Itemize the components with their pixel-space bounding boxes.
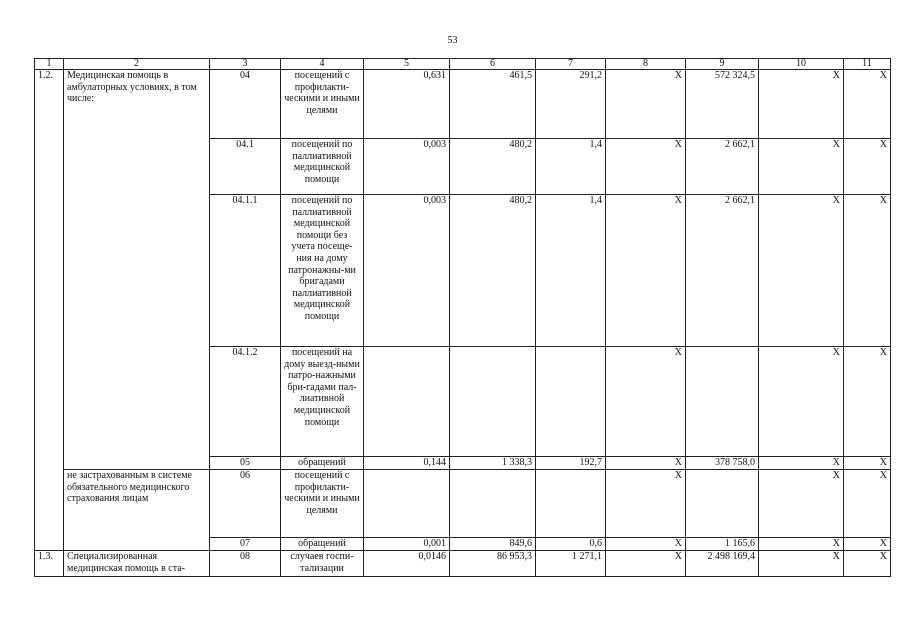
cell-col8: Х <box>606 457 686 470</box>
column-header: 2 <box>64 59 210 70</box>
cell-col7: 291,2 <box>536 70 606 139</box>
subsection-title: не застрахованным в системе обязательного медицинского страхования лицам <box>64 470 210 551</box>
row-code: 04.1.1 <box>210 195 281 347</box>
cell-col5 <box>364 347 450 457</box>
cell-col5: 0,144 <box>364 457 450 470</box>
cell-col6: 86 953,3 <box>450 551 536 577</box>
row-unit: посещений по паллиативной медицинской помощи <box>281 139 364 195</box>
cell-col7: 0,6 <box>536 538 606 551</box>
row-code: 07 <box>210 538 281 551</box>
cell-col5 <box>364 470 450 538</box>
cell-col5: 0,0146 <box>364 551 450 577</box>
cell-col6: 1 338,3 <box>450 457 536 470</box>
cell-col11: Х <box>844 195 891 347</box>
row-unit: обращений <box>281 457 364 470</box>
cell-col6 <box>450 470 536 538</box>
cell-col9 <box>686 470 759 538</box>
column-header: 1 <box>35 59 64 70</box>
cell-col5: 0,003 <box>364 139 450 195</box>
cell-col10: Х <box>759 551 844 577</box>
row-unit: обращений <box>281 538 364 551</box>
cell-col5: 0,001 <box>364 538 450 551</box>
column-header: 9 <box>686 59 759 70</box>
column-header: 10 <box>759 59 844 70</box>
cell-col7 <box>536 470 606 538</box>
row-code: 04.1.2 <box>210 347 281 457</box>
table-row <box>35 470 891 538</box>
column-header: 11 <box>844 59 891 70</box>
cell-col7: 1 271,1 <box>536 551 606 577</box>
cell-col7: 1,4 <box>536 195 606 347</box>
row-unit: случаев госпи-тализации <box>281 551 364 577</box>
cell-col9: 2 498 169,4 <box>686 551 759 577</box>
row-unit: посещений на дому выезд-ными патро-нажными бри-гадами пал-лиативной медицинской помощи <box>281 347 364 457</box>
cell-col11: Х <box>844 347 891 457</box>
cell-col9 <box>686 347 759 457</box>
cell-col11: Х <box>844 70 891 139</box>
table-row <box>35 551 891 577</box>
cell-col11: Х <box>844 457 891 470</box>
cell-col7: 192,7 <box>536 457 606 470</box>
cell-col10: Х <box>759 70 844 139</box>
column-header: 3 <box>210 59 281 70</box>
cell-col9: 2 662,1 <box>686 195 759 347</box>
column-header: 8 <box>606 59 686 70</box>
row-code: 06 <box>210 470 281 538</box>
cell-col7: 1,4 <box>536 139 606 195</box>
cell-col11: Х <box>844 470 891 538</box>
cell-col8: Х <box>606 195 686 347</box>
cell-col11: Х <box>844 551 891 577</box>
row-code: 04 <box>210 70 281 139</box>
cell-col10: Х <box>759 139 844 195</box>
section-title: Медицинская помощь в амбулаторных условиях, в том числе: <box>64 70 210 470</box>
cell-col5: 0,631 <box>364 70 450 139</box>
cell-col8: Х <box>606 139 686 195</box>
cell-col8: Х <box>606 538 686 551</box>
cell-col9: 378 758,0 <box>686 457 759 470</box>
column-header: 7 <box>536 59 606 70</box>
row-unit: посещений с профилакти-ческими и иными целями <box>281 470 364 538</box>
page-number: 53 <box>447 35 458 46</box>
table-row <box>35 70 891 139</box>
cell-col11: Х <box>844 538 891 551</box>
cell-col10: Х <box>759 538 844 551</box>
column-header: 4 <box>281 59 364 70</box>
cell-col8: Х <box>606 470 686 538</box>
cell-col8: Х <box>606 347 686 457</box>
cell-col9: 2 662,1 <box>686 139 759 195</box>
data-table <box>34 58 891 577</box>
cell-col8: Х <box>606 70 686 139</box>
section-number: 1.2. <box>35 70 64 551</box>
cell-col6: 849,6 <box>450 538 536 551</box>
cell-col8: Х <box>606 551 686 577</box>
column-header: 5 <box>364 59 450 70</box>
cell-col6: 480,2 <box>450 139 536 195</box>
cell-col6: 461,5 <box>450 70 536 139</box>
row-unit: посещений с профилакти-ческими и иными целями <box>281 70 364 139</box>
section-title: Специализированная медицинская помощь в ста- <box>64 551 210 577</box>
row-unit: посещений по паллиативной медицинской помощи без учета посеще-ния на дому патронажны-ми бригадами паллиативной медицинской помощи <box>281 195 364 347</box>
cell-col10: Х <box>759 457 844 470</box>
cell-col5: 0,003 <box>364 195 450 347</box>
row-code: 04.1 <box>210 139 281 195</box>
row-code: 08 <box>210 551 281 577</box>
cell-col6 <box>450 347 536 457</box>
cell-col10: Х <box>759 347 844 457</box>
cell-col11: Х <box>844 139 891 195</box>
column-header: 6 <box>450 59 536 70</box>
cell-col9: 572 324,5 <box>686 70 759 139</box>
row-code: 05 <box>210 457 281 470</box>
cell-col10: Х <box>759 470 844 538</box>
cell-col9: 1 165,6 <box>686 538 759 551</box>
cell-col6: 480,2 <box>450 195 536 347</box>
cell-col10: Х <box>759 195 844 347</box>
section-number: 1.3. <box>35 551 64 577</box>
cell-col7 <box>536 347 606 457</box>
column-numbers-row <box>35 59 891 70</box>
